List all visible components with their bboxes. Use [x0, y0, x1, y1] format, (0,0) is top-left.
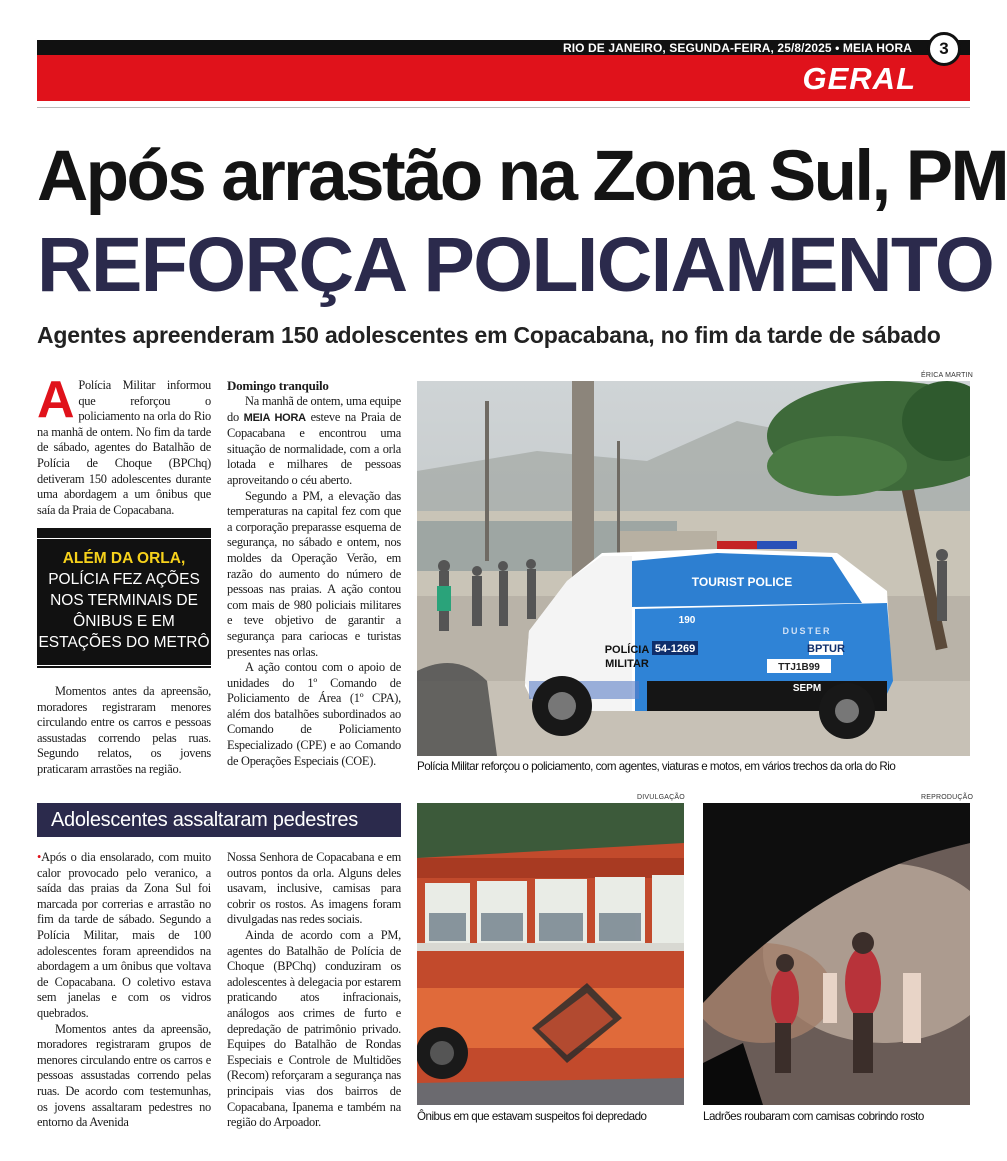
vehicle-190: 190: [678, 615, 696, 626]
main-photo-credit: ÉRICA MARTIN: [921, 372, 974, 379]
col2-paragraph-2: Segundo a PM, a elevação das temperaturas na capital fez com que a corporação preparasse esquema de segurança, no sábado e ontem, nos moldes da Operação Verão, em razão do aumento do número de pessoas nas praias. A ação contou com mais de 980 policiais militares e teve objetivo de garantir a segurança para cariocas e turistas presentes nas orlas.: [227, 488, 401, 659]
bus-photo: [417, 803, 684, 1105]
subheadline: Agentes apreenderam 150 adolescentes em Copacabana, no fim da tarde de sábado: [37, 322, 941, 348]
col3-paragraph-1: •Após o dia ensolarado, com muito calor provocado pelo veranico, a saída das praias da Zona Sul foi marcada por correrias e arrastão no fim da tarde de sábado. Segundo a Polícia Militar, mais de 100 adolescentes foram apreendidos na abordagem a um ônibus que voltava de Copacabana. O coletivo estava sem janelas e com os vidros quebrados.: [37, 850, 211, 1020]
vehicle-number: 54-1269: [654, 643, 696, 655]
callout-box: [37, 528, 211, 668]
header-divider: [37, 107, 970, 108]
headline-line-1: Após arrastão na Zona Sul, PM: [37, 137, 1007, 216]
col4-paragraph-2: Ainda de acordo com a PM, agentes do Batalhão de Polícia de Choque (BPChq) conduziram os adolescentes à delegacia por estarem praticando atos infracionais, análogos aos crimes de furto e depredação de patrimônio privado. Equipes do Batalhão de Rondas Especiais e Controle de Multidões (Recom) reforçaram a segurança nas principais vias dos bairros de Copacabana, Ipanema e também na região do Arpoador.: [227, 927, 401, 1130]
lead-column-continued: [37, 684, 211, 778]
thieves-illustration: [703, 803, 970, 1105]
vehicle-plate: TTJ1B99: [778, 662, 820, 673]
bullet-icon: •: [37, 850, 42, 864]
vehicle-unit: BPTUR: [807, 643, 845, 655]
callout-text: POLÍCIA FEZ AÇÕES NOS TERMINAIS DE ÔNIBUS E EM ESTAÇÕES DO METRÔ: [38, 571, 210, 651]
subtitle-domingo: Domingo tranquilo: [227, 378, 329, 393]
callout-highlight: ALÉM DA ORLA,: [62, 550, 186, 567]
lead-paragraph: A Polícia Militar informou que reforçou o policiamento na orla do Rio na manhã de ontem. No fim da tarde de sábado, agentes do Batalhão de Polícia de Choque (BPChq) detiveram 150 adolescentes durante uma abordagem a um ônibus que saía da Praia de Copacabana.: [37, 371, 211, 517]
col3-paragraph-2: Momentos antes da apreensão, moradores registraram grupos de menores circulando entre os carros e pessoas assustadas correndo pelas ruas. De acordo com testemunhas, os jovens assaltaram pedestres no entorno da Avenida: [37, 1021, 211, 1130]
thieves-photo-caption: Ladrões roubaram com camisas cobrindo rosto: [703, 1110, 924, 1123]
fourth-column: [227, 850, 401, 1131]
page-number: 3: [927, 32, 961, 66]
third-column: [37, 850, 211, 1131]
main-photo-police-car: [417, 381, 970, 756]
section-bar: [37, 55, 970, 101]
thieves-photo: [703, 803, 970, 1105]
brand-name: MEIA HORA: [243, 411, 306, 424]
lead-paragraph-2: Momentos antes da apreensão, moradores registraram menores circulando entre os carros e pessoas assustadas correndo pelas ruas. Segundo relatos, os jovens praticaram arrastões na região.: [37, 684, 211, 776]
section-band-title: Adolescentes assaltaram pedestres: [51, 809, 358, 831]
bus-photo-caption: Ônibus em que estavam suspeitos foi depredado: [417, 1110, 647, 1123]
main-photo-caption: Polícia Militar reforçou o policiamento, com agentes, viaturas e motos, em vários trechos da orla do Rio: [417, 760, 896, 773]
vehicle-sepm: SEPM: [792, 683, 822, 694]
vehicle-door-2: MILITAR: [605, 658, 649, 670]
drop-cap: A: [37, 371, 75, 429]
col4-paragraph-1: Nossa Senhora de Copacabana e em outros pontos da orla. Alguns deles usavam, inclusive, camisas para cobrir os rostos. As imagens foram divulgadas nas redes sociais.: [227, 850, 401, 927]
second-column: [227, 378, 401, 769]
lead-column: [37, 371, 211, 518]
thieves-photo-credit: REPRODUÇÃO: [921, 794, 974, 801]
dateline: RIO DE JANEIRO, SEGUNDA-FEIRA, 25/8/2025 • MEIA HORA: [562, 41, 912, 55]
top-bar: [37, 40, 970, 55]
section-name: GERAL: [802, 61, 916, 96]
vehicle-tourist-police: TOURIST POLICE: [691, 575, 793, 589]
headline-line-2: REFORÇA POLICIAMENTO: [37, 222, 994, 308]
section-band: [37, 803, 401, 837]
col2-paragraph-1: Na manhã de ontem, uma equipe do MEIA HORA esteve na Praia de Copacabana e encontrou uma situação de normalidade, com a orla lotada e milhares de pessoas aproveitando o céu aberto.: [227, 394, 401, 487]
vehicle-model: DUSTER: [782, 626, 832, 636]
col2-paragraph-3: A ação contou com o apoio de unidades do 1º Comando de Policiamento de Área (1º CPA), além dos batalhões subordinados ao Comando de Policiamento Especializado (CPE) e ao Comando de Operações Especiais (COE).: [227, 660, 401, 768]
bus-illustration: [417, 803, 684, 1105]
bus-photo-credit: DIVULGAÇÃO: [637, 794, 685, 801]
police-car-illustration: [417, 381, 970, 756]
vehicle-door-1: POLÍCIA: [604, 644, 650, 656]
